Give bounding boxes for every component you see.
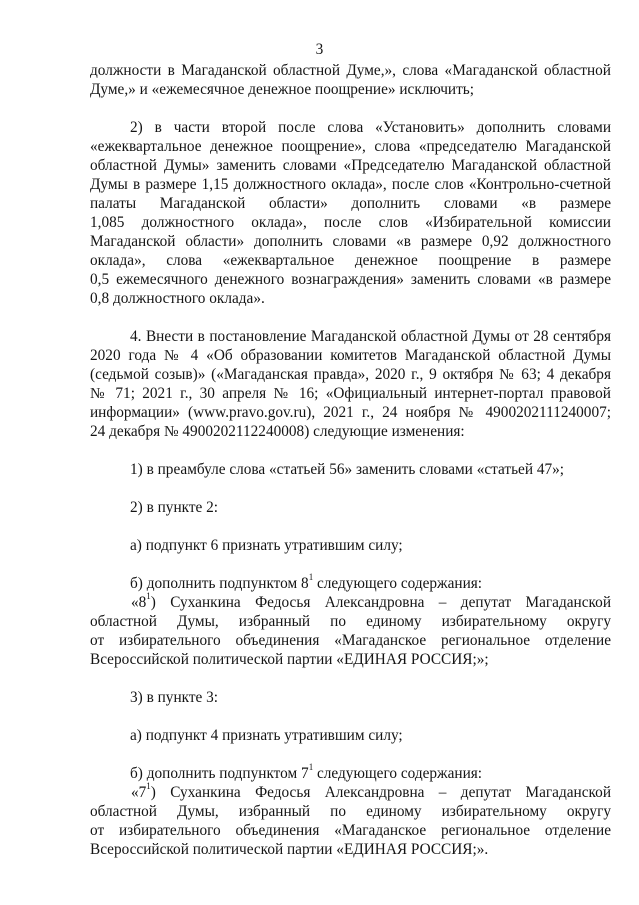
text-fragment: ) Суханкина Федосья Александровна – депутат Магаданской	[150, 784, 611, 801]
text-line: должности в Магаданской областной Думе,», слова «Магаданской областной	[90, 62, 611, 79]
text-line: 2) в части второй после слова «Установить» дополнить словами	[130, 119, 611, 136]
text-line: 0,5 ежемесячного денежного вознаграждения» заменить словами «в размере	[90, 271, 611, 288]
text-line: а) подпункт 4 признать утратившим силу;	[130, 727, 403, 744]
text-line	[131, 590, 611, 612]
text-line: Всероссийской политической партии «ЕДИНАЯ РОССИЯ;»;	[90, 651, 489, 668]
text-fragment: «7	[131, 784, 147, 801]
text-line: Думы в размере 1,15 должностного оклада», после слов «Контрольно-счетной	[90, 176, 611, 193]
text-line: оклада», слова «ежеквартальное денежное поощрение в размере	[90, 252, 611, 269]
text-line: 0,8 должностного оклада».	[90, 290, 265, 307]
text-fragment: следующего содержания:	[313, 575, 483, 592]
superscript: 1	[146, 590, 151, 601]
text-line: № 71; 2021 г., 30 апреля № 16; «Официальный интернет-портал правовой	[90, 385, 611, 402]
text-line: от избирательного объединения «Магаданское региональное отделение	[90, 822, 611, 839]
text-fragment: ) Суханкина Федосья Александровна – депутат Магаданской	[150, 594, 611, 611]
text-line	[130, 571, 611, 593]
text-line: «ежеквартальное денежное поощрение», слова «председателю Магаданской	[90, 138, 611, 155]
text-fragment: б) дополнить подпунктом 8	[130, 575, 309, 592]
text-line: 2) в пункте 2:	[130, 499, 219, 516]
text-line: (седьмой созыв)» («Магаданская правда», 2020 г., 9 октября № 63; 4 декабря	[90, 366, 611, 383]
text-line: палаты Магаданской области» дополнить словами «в размере	[90, 195, 611, 212]
text-line: областной Думы, избранный по единому избирательному округу	[90, 613, 611, 630]
text-line: 2020 года № 4 «Об образовании комитетов Магаданской областной Думы	[90, 347, 611, 364]
page-number: 3	[315, 41, 324, 58]
text-line: информации» (www.pravo.gov.ru), 2021 г., 24 ноября № 4900202111240007;	[90, 404, 611, 421]
text-line: 24 декабря № 4900202112240008) следующие изменения:	[90, 423, 465, 440]
text-line: 4. Внести в постановление Магаданской областной Думы от 28 сентября	[130, 328, 611, 345]
text-line: областной Думы» заменить словами «Председателю Магаданской областной	[90, 157, 611, 174]
text-fragment: следующего содержания:	[313, 765, 483, 782]
text-line: областной Думы, избранный по единому избирательному округу	[90, 803, 611, 820]
superscript: 1	[308, 571, 314, 582]
text-line: 1,085 должностного оклада», после слов «Избирательной комиссии	[90, 214, 611, 231]
superscript: 1	[308, 761, 314, 772]
text-line	[131, 780, 611, 802]
text-line: Магаданской области» дополнить словами «в размере 0,92 должностного	[90, 233, 611, 250]
superscript: 1	[146, 780, 151, 791]
text-line	[130, 761, 611, 783]
text-line: Всероссийской политической партии «ЕДИНАЯ РОССИЯ;».	[90, 841, 489, 858]
text-line: а) подпункт 6 признать утратившим силу;	[130, 537, 403, 554]
text-line: от избирательного объединения «Магаданское региональное отделение	[90, 632, 611, 649]
text-fragment: б) дополнить подпунктом 7	[130, 765, 309, 782]
text-line: Думе,» и «ежемесячное денежное поощрение» исключить;	[90, 81, 475, 98]
text-line: 1) в преамбуле слова «статьей 56» заменить словами «статьей 47»;	[130, 461, 565, 478]
text-line: 3) в пункте 3:	[130, 689, 219, 706]
text-fragment: «8	[131, 594, 147, 611]
